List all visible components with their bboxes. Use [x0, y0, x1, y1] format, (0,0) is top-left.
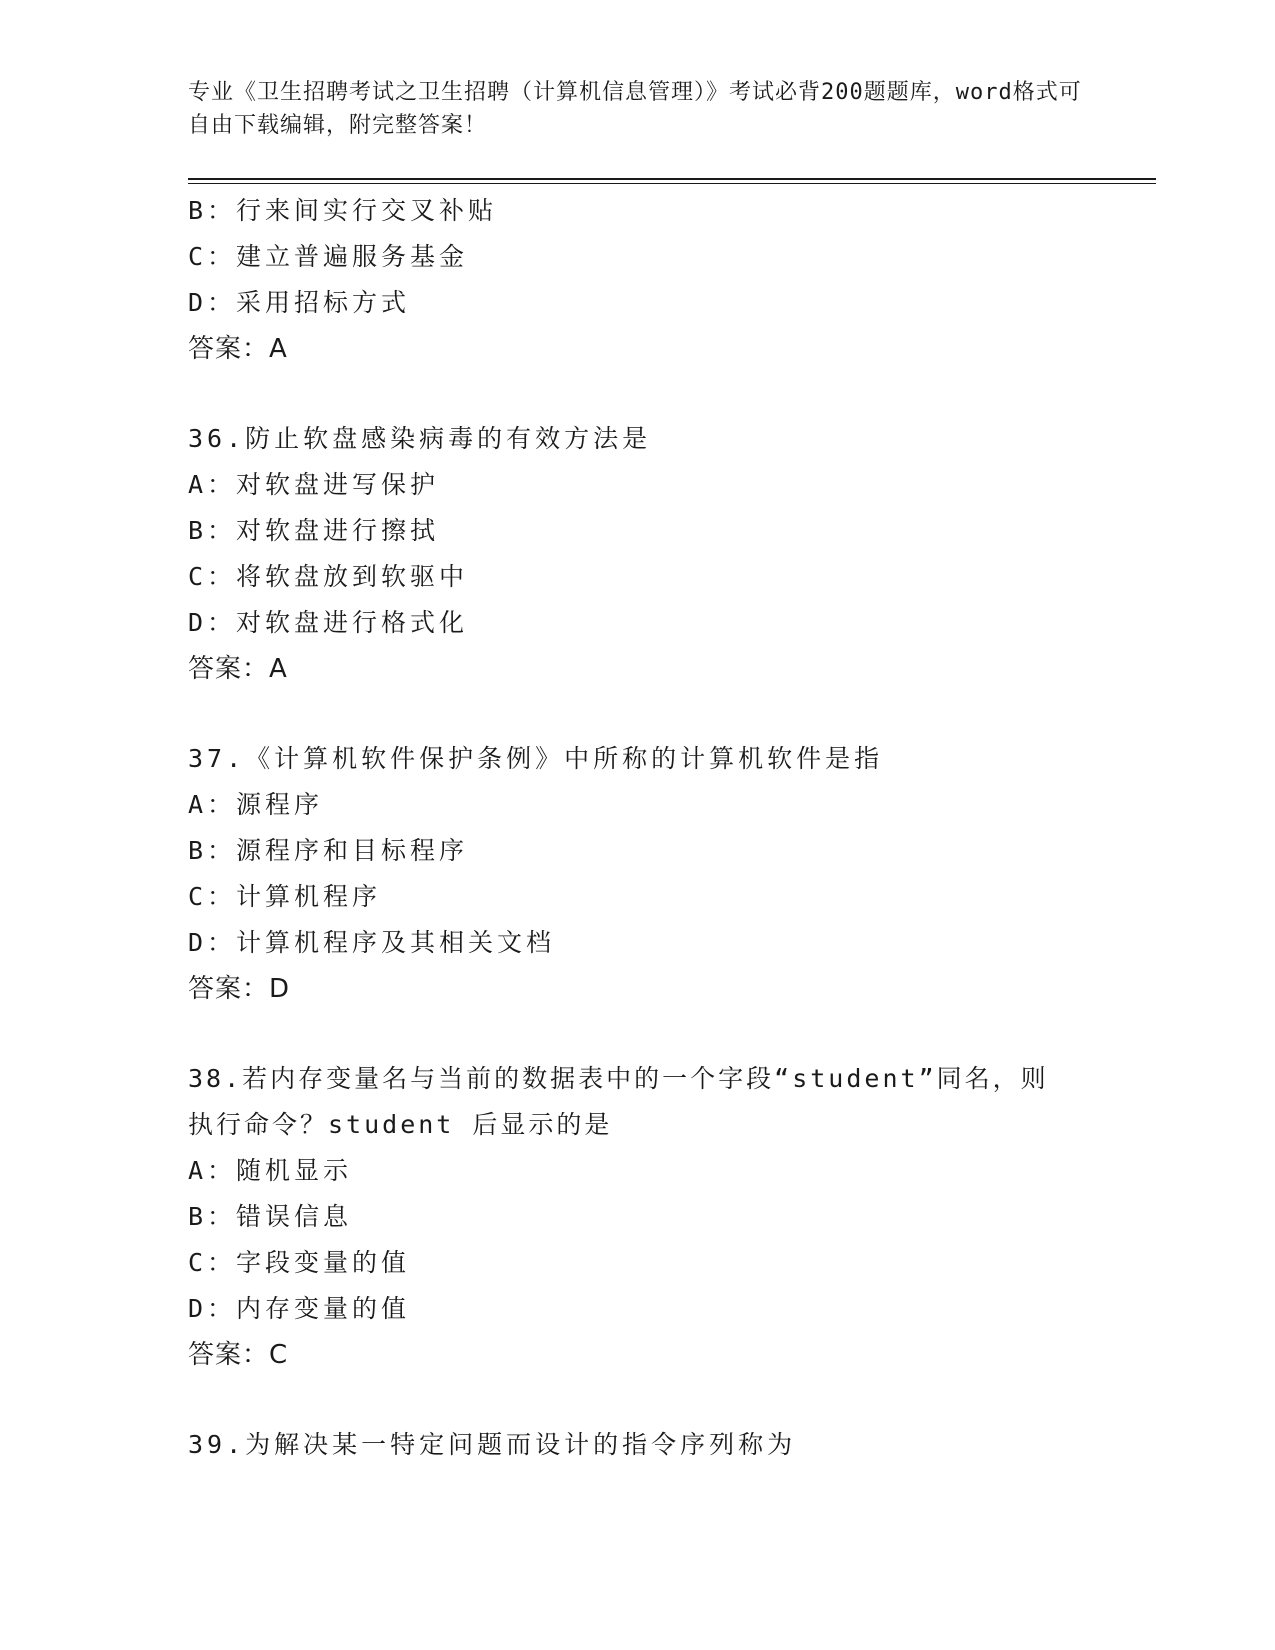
- option-b: B：错误信息: [188, 1202, 353, 1231]
- answer-line: 答案：A: [188, 334, 288, 364]
- document-header: 专业《卫生招聘考试之卫生招聘（计算机信息管理）》考试必背200题题库，word格式可自由下载编辑，附完整答案！: [188, 80, 1082, 138]
- option-c: C：将软盘放到软驱中: [188, 562, 469, 591]
- option-c: C：建立普遍服务基金: [188, 242, 469, 271]
- answer-line: 答案：D: [188, 974, 291, 1004]
- option-b: B：源程序和目标程序: [188, 836, 469, 865]
- question-37: [188, 736, 1088, 1012]
- answer-line: 答案：C: [188, 1340, 289, 1370]
- option-a: A：随机显示: [188, 1156, 353, 1185]
- question-39: [188, 1422, 1088, 1468]
- option-a: A：对软盘进写保护: [188, 470, 440, 499]
- continued-question: [188, 188, 1088, 372]
- question-stem: 38.若内存变量名与当前的数据表中的一个字段“student”同名，则执行命令？student 后显示的是: [188, 1064, 1049, 1139]
- option-b: B：行来间实行交叉补贴: [188, 196, 498, 225]
- question-36: [188, 416, 1088, 692]
- option-c: C：字段变量的值: [188, 1248, 411, 1277]
- option-d: D：内存变量的值: [188, 1294, 411, 1323]
- option-d: D：采用招标方式: [188, 288, 411, 317]
- option-d: D：计算机程序及其相关文档: [188, 928, 556, 957]
- option-d: D：对软盘进行格式化: [188, 608, 469, 637]
- question-stem: 39.为解决某一特定问题而设计的指令序列称为: [188, 1430, 797, 1459]
- answer-line: 答案：A: [188, 654, 288, 684]
- option-a: A：源程序: [188, 790, 324, 819]
- question-list: [188, 188, 1088, 1468]
- question-stem: 37.《计算机软件保护条例》中所称的计算机软件是指: [188, 744, 884, 773]
- header-divider: [188, 178, 1156, 184]
- question-stem: 36.防止软盘感染病毒的有效方法是: [188, 424, 652, 453]
- question-38: [188, 1056, 1088, 1378]
- option-c: C：计算机程序: [188, 882, 382, 911]
- option-b: B：对软盘进行擦拭: [188, 516, 440, 545]
